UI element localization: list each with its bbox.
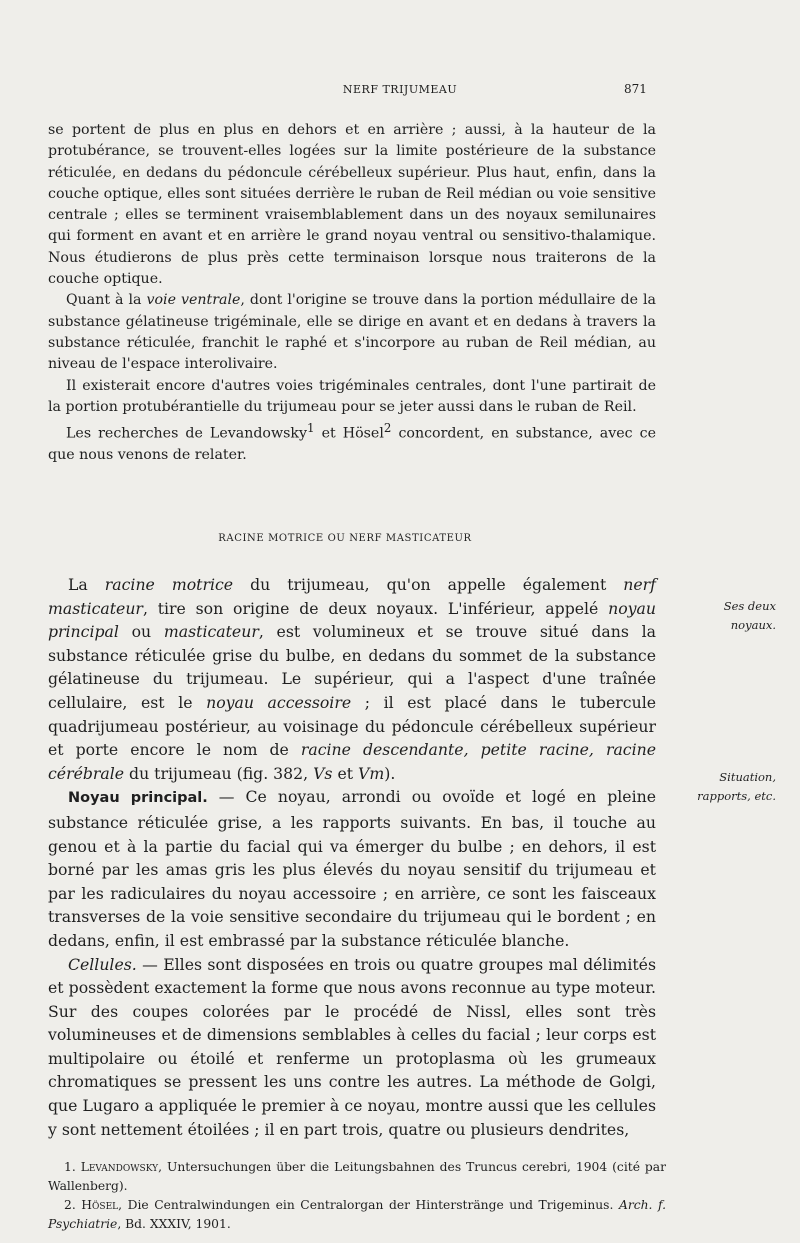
footnote: 1. Levandowsky, Untersuchungen über die Leitungsbahnen des Truncus cerebri, 1904 (cité par Wallenberg). [48,1160,666,1193]
page-header [0,80,800,102]
paragraph: Il existerait encore d'autres voies trigéminales centrales, dont l'une partirait de la portion protubérantielle du trijumeau pour se jeter aussi dans le ruban de Reil. [48,377,656,415]
running-title: NERF TRIJUMEAU [342,83,458,96]
footnote: 2. Hösel, Die Centralwindungen ein Centralorgan der Hinterstränge und Trigeminus. Arch. f. Psychiatrie, Bd. XXXIV, 1901. [48,1198,666,1231]
run-in-heading: Cellules. [68,954,137,974]
margin-note: Situation, rapports, etc. [697,770,776,803]
footnote-ref: 2 [383,421,392,436]
intro-text [48,120,656,466]
paragraph: se portent de plus en plus en dehors et en arrière ; aussi, à la hauteur de la protubérance, se trouvent-elles logées sur la limite postérieure de la substance réticulée, en dedans du pédoncule cérébelleux supérieur. Plus haut, enfin, dans la couche optique, elles sont situées derrière le ruban de Reil médian ou voie sensitive centrale ; elles se terminent vraisemblablement dans un des noyaux semilunaires qui forment en avant et en arrière le grand noyau ventral ou sensitivo-thalamique. Nous étudierons de plus près cette terminaison lorsque nous traiterons de la couche optique. [48,122,656,288]
paragraph: La racine motrice du trijumeau, qu'on appelle également nerf masticateur, tire son origine de deux noyaux. L'inférieur, appelé noyau principal ou masticateur, est volumineux et se trouve situé dans la substance réticulée grise du bulbe, en dedans du sommet de la substance gélatineuse du trijumeau. Le supérieur, qui a l'aspect d'une traînée cellulaire, est le noyau accessoire ; il est placé dans le tubercule quadrijumeau postérieur, au voisinage du pédoncule cérébelleux supérieur et porte encore le nom de racine descendante, petite racine, racine cérébrale du trijumeau (fig. 382, Vs et Vm). [48,575,657,783]
paragraph: Noyau principal. — Ce noyau, arrondi ou ovoïde et logé en pleine substance réticulée grise, a les rapports suivants. En bas, il touche au genou et à la partie du facial qui va émerger du bulbe ; en dehors, il est borné par les amas gris les plus élevés du noyau sensitif du trijumeau et par les radiculaires du noyau accessoire ; en arrière, ce sont les faisceaux transverses de la voie sensitive secondaire du trijumeau qui le bordent ; en dedans, enfin, il est embrassé par la substance réticulée blanche. [48,787,656,950]
main-text [48,573,656,1141]
footnotes [48,1158,666,1234]
run-in-heading: Noyau principal. [68,790,208,807]
paragraph: Cellules. — Elles sont disposées en trois ou quatre groupes mal délimités et possèdent exactement la forme que nous avons reconnue au type moteur. Sur des coupes colorées par le procédé de Nissl, elles sont très volumineuses et de dimensions semblables à celles du facial ; leur corps est multipolaire ou étoilé et renferme un protoplasma où les grumeaux chromatiques se pressent les uns contre les autres. La méthode de Golgi, que Lugaro a appliquée le premier à ce noyau, montre aussi que les cellules y sont nettement étoilées ; il en part trois, quatre ou plusieurs dendrites, [48,954,656,1139]
paragraph: Quant à la voie ventrale, dont l'origine se trouve dans la portion médullaire de la substance gélatineuse trigéminale, elle se dirige en avant et en dedans à travers la substance réticulée, franchit le raphé et s'incorpore au ruban de Reil médian, au niveau de l'espace interolivaire. [48,292,656,373]
margin-note: Ses deux noyaux. [723,599,776,632]
footnote-ref: 1 [307,421,315,436]
paragraph: Les recherches de Levandowsky$^1$ et Hösel$^2$ concordent, en substance, avec ce que nous venons de relater. [48,421,656,464]
emphasis: voie ventrale [146,292,241,309]
page-number: 871 [624,82,647,96]
section-heading: RACINE MOTRICE OU NERF MASTICATEUR [218,533,472,544]
